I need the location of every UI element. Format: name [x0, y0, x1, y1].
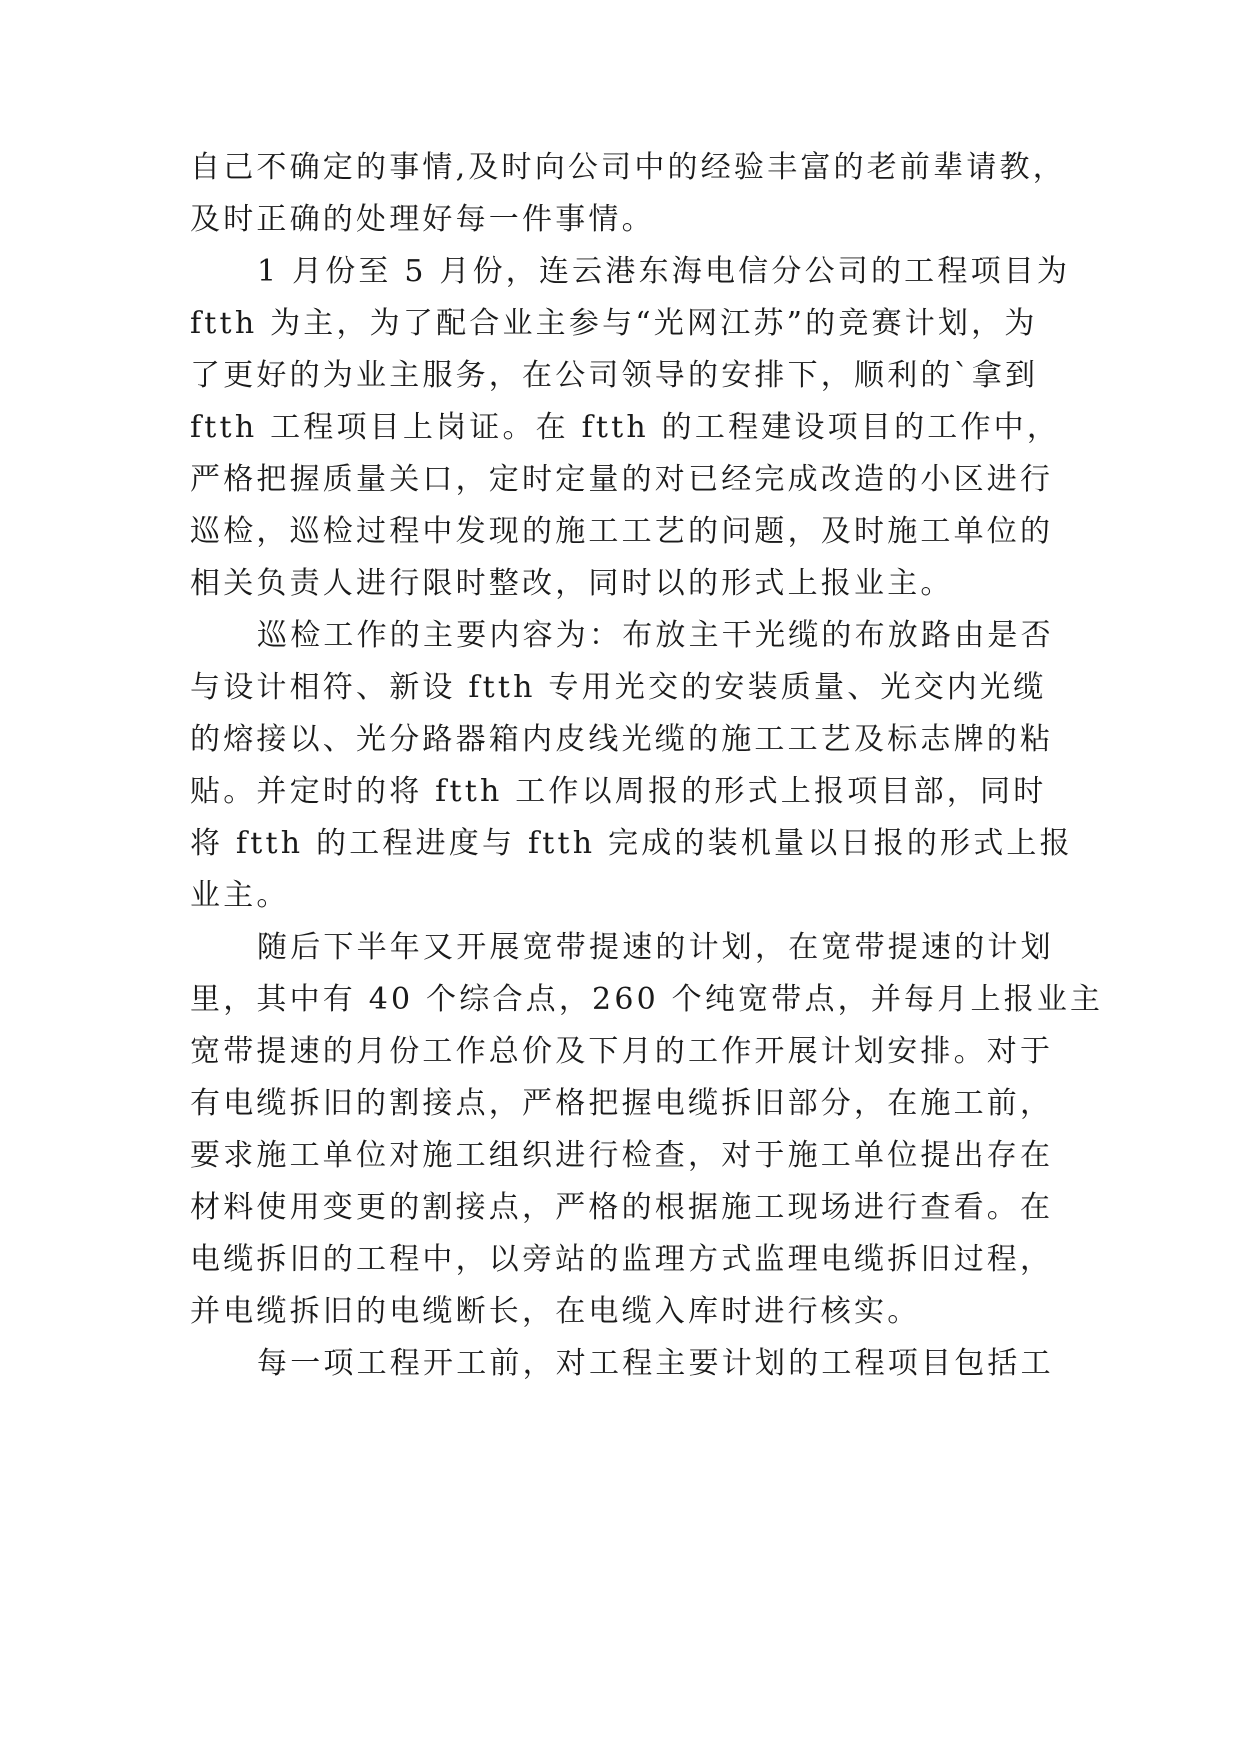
text-line: 了更好的为业主服务，在公司领导的安排下，顺利的`拿到: [190, 358, 1039, 393]
text-line: 电缆拆旧的工程中，以旁站的监理方式监理电缆拆旧过程，: [190, 1242, 1054, 1277]
paragraph-start-line: 巡检工作的主要内容为：布放主干光缆的布放路由是否: [257, 618, 1054, 653]
text-line: ftth 工程项目上岗证。在 ftth 的工程建设项目的工作中，: [190, 410, 1061, 445]
text-line: 要求施工单位对施工组织进行检查，对于施工单位提出存在: [190, 1138, 1054, 1173]
text-line: 有电缆拆旧的割接点，严格把握电缆拆旧部分，在施工前，: [190, 1086, 1054, 1121]
text-line: 业主。: [190, 878, 290, 913]
text-line: 宽带提速的月份工作总价及下月的工作开展计划安排。对于: [190, 1034, 1054, 1069]
text-line: 相关负责人进行限时整改，同时以的形式上报业主。: [190, 566, 954, 601]
text-line: 将 ftth 的工程进度与 ftth 完成的装机量以日报的形式上报: [190, 826, 1073, 861]
paragraph-start-line: 随后下半年又开展宽带提速的计划，在宽带提速的计划: [257, 930, 1054, 965]
paragraph-start-line: 每一项工程开工前，对工程主要计划的工程项目包括工: [257, 1346, 1054, 1381]
text-line: 严格把握质量关口，定时定量的对已经完成改造的小区进行: [190, 462, 1054, 497]
text-line: 自己不确定的事情,及时向公司中的经验丰富的老前辈请教，: [190, 150, 1066, 185]
text-line: 里，其中有 40 个综合点，260 个纯宽带点，并每月上报业主: [190, 982, 1104, 1017]
text-line: 巡检，巡检过程中发现的施工工艺的问题，及时施工单位的: [190, 514, 1054, 549]
paragraph-start-line: 1 月份至 5 月份，连云港东海电信分公司的工程项目为: [257, 254, 1071, 289]
text-line: ftth 为主，为了配合业主参与“光网江苏”的竞赛计划，为: [190, 306, 1038, 341]
text-line: 的熔接以、光分路器箱内皮线光缆的施工工艺及标志牌的粘: [190, 722, 1054, 757]
text-line: 贴。并定时的将 ftth 工作以周报的形式上报项目部，同时: [190, 774, 1047, 809]
text-line: 材料使用变更的割接点，严格的根据施工现场进行查看。在: [190, 1190, 1054, 1225]
text-line: 与设计相符、新设 ftth 专用光交的安装质量、光交内光缆: [190, 670, 1047, 705]
text-line: 及时正确的处理好每一件事情。: [190, 202, 655, 237]
text-line: 并电缆拆旧的电缆断长，在电缆入库时进行核实。: [190, 1294, 921, 1329]
